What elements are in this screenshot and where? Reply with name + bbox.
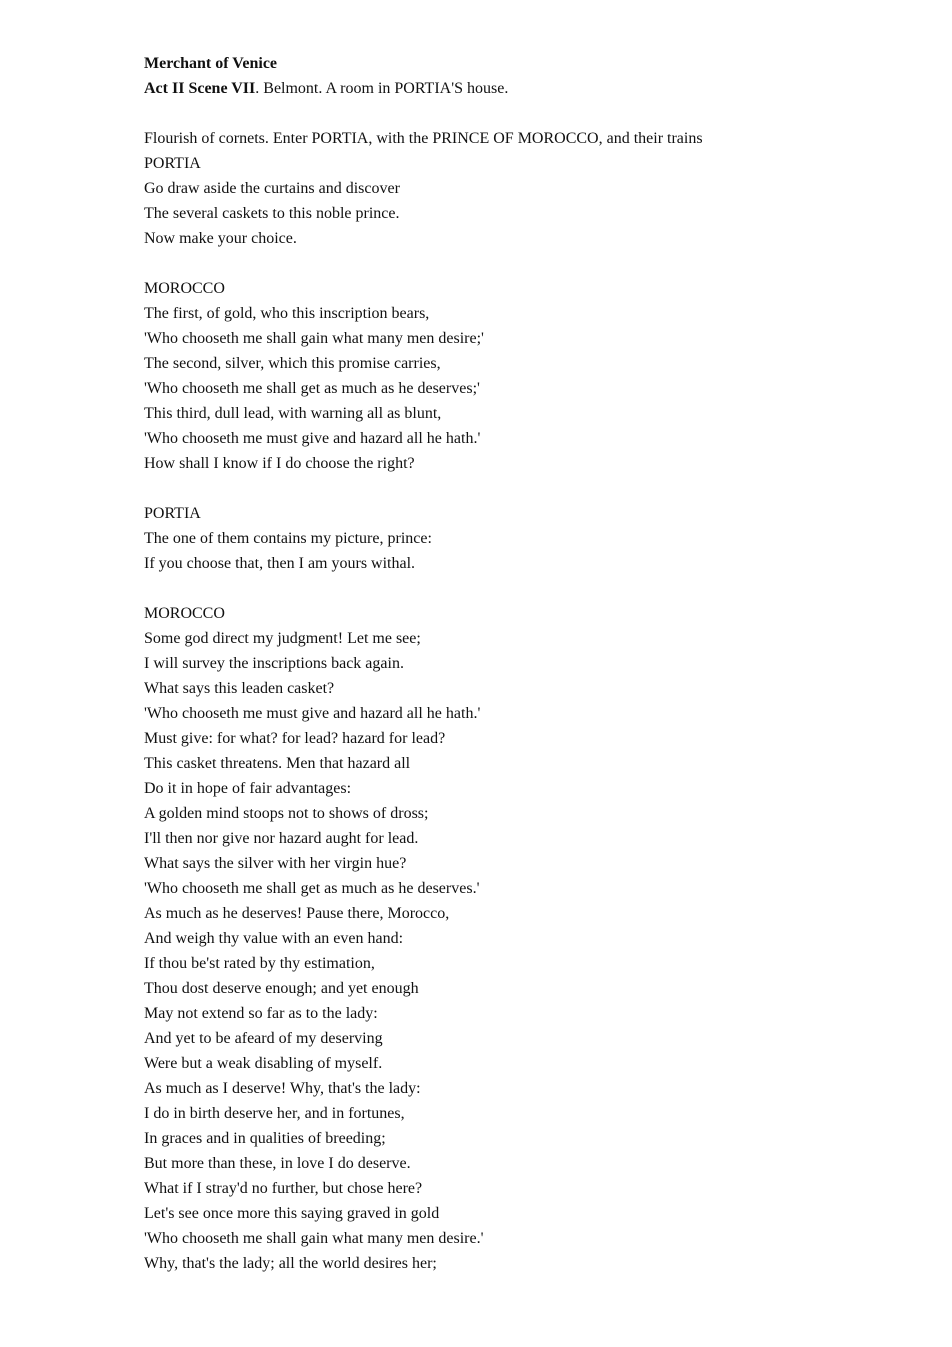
verse-line: 'Who chooseth me shall gain what many men desire.' xyxy=(144,1230,484,1247)
verse-line: 'Who chooseth me shall gain what many men desire;' xyxy=(144,330,484,347)
verse-line: If thou be'st rated by thy estimation, xyxy=(144,955,375,972)
spacer xyxy=(144,101,904,126)
verse-line: Were but a weak disabling of myself. xyxy=(144,1055,383,1072)
speech-block xyxy=(144,151,904,251)
verse-line: And weigh thy value with an even hand: xyxy=(144,930,404,947)
spacer xyxy=(144,576,904,601)
verse-line: Go draw aside the curtains and discover xyxy=(144,180,400,197)
verse-line: What if I stray'd no further, but chose here? xyxy=(144,1180,423,1197)
scene-location: . Belmont. A room in PORTIA'S house. xyxy=(255,80,509,97)
verse-line: This third, dull lead, with warning all as blunt, xyxy=(144,405,442,422)
verse-line: May not extend so far as to the lady: xyxy=(144,1005,378,1022)
speaker-name: MOROCCO xyxy=(144,280,225,297)
speaker-name: MOROCCO xyxy=(144,605,225,622)
verse-line: 'Who chooseth me shall get as much as he deserves.' xyxy=(144,880,480,897)
verse-line: Now make your choice. xyxy=(144,230,297,247)
verse-line: Some god direct my judgment! Let me see; xyxy=(144,630,421,647)
verse-line: What says this leaden casket? xyxy=(144,680,335,697)
verse-line: Do it in hope of fair advantages: xyxy=(144,780,352,797)
verse-line: The first, of gold, who this inscription bears, xyxy=(144,305,430,322)
verse-line: 'Who chooseth me must give and hazard all he hath.' xyxy=(144,705,481,722)
speaker-name: PORTIA xyxy=(144,505,201,522)
speech-block xyxy=(144,251,904,476)
verse-line: The one of them contains my picture, prince: xyxy=(144,530,432,547)
verse-line: And yet to be afeard of my deserving xyxy=(144,1030,383,1047)
scene-heading xyxy=(144,76,904,101)
verse-line: But more than these, in love I do deserve. xyxy=(144,1155,411,1172)
verse-line: This casket threatens. Men that hazard all xyxy=(144,755,411,772)
verse-line: Let's see once more this saying graved in gold xyxy=(144,1205,440,1222)
stage-direction: Flourish of cornets. Enter PORTIA, with the PRINCE OF MOROCCO, and their trains xyxy=(144,130,703,147)
speech-block xyxy=(144,476,904,576)
verse-line: I will survey the inscriptions back again. xyxy=(144,655,404,672)
verse-line: In graces and in qualities of breeding; xyxy=(144,1130,386,1147)
verse-line: If you choose that, then I am yours withal. xyxy=(144,555,416,572)
verse-line: Must give: for what? for lead? hazard for lead? xyxy=(144,730,446,747)
verse-line: The several caskets to this noble prince. xyxy=(144,205,400,222)
verse-line: As much as he deserves! Pause there, Morocco, xyxy=(144,905,450,922)
verse-line: 'Who chooseth me shall get as much as he deserves;' xyxy=(144,380,480,397)
document-page xyxy=(144,51,904,1276)
verse-line: I do in birth deserve her, and in fortunes, xyxy=(144,1105,405,1122)
verse-line: I'll then nor give nor hazard aught for lead. xyxy=(144,830,419,847)
spacer xyxy=(144,251,904,276)
verse-line: Why, that's the lady; all the world desires her; xyxy=(144,1255,437,1272)
verse-line: As much as I deserve! Why, that's the lady: xyxy=(144,1080,421,1097)
verse-line: What says the silver with her virgin hue? xyxy=(144,855,407,872)
verse-line: The second, silver, which this promise carries, xyxy=(144,355,441,372)
scene-label: Act II Scene VII xyxy=(144,80,256,97)
spacer xyxy=(144,476,904,501)
verse-line: How shall I know if I do choose the right? xyxy=(144,455,415,472)
play-title: Merchant of Venice xyxy=(144,55,278,72)
speeches xyxy=(144,151,904,1276)
verse-line: Thou dost deserve enough; and yet enough xyxy=(144,980,419,997)
speech-block xyxy=(144,576,904,1276)
verse-line: 'Who chooseth me must give and hazard all he hath.' xyxy=(144,430,481,447)
speaker-name: PORTIA xyxy=(144,155,201,172)
verse-line: A golden mind stoops not to shows of dross; xyxy=(144,805,429,822)
